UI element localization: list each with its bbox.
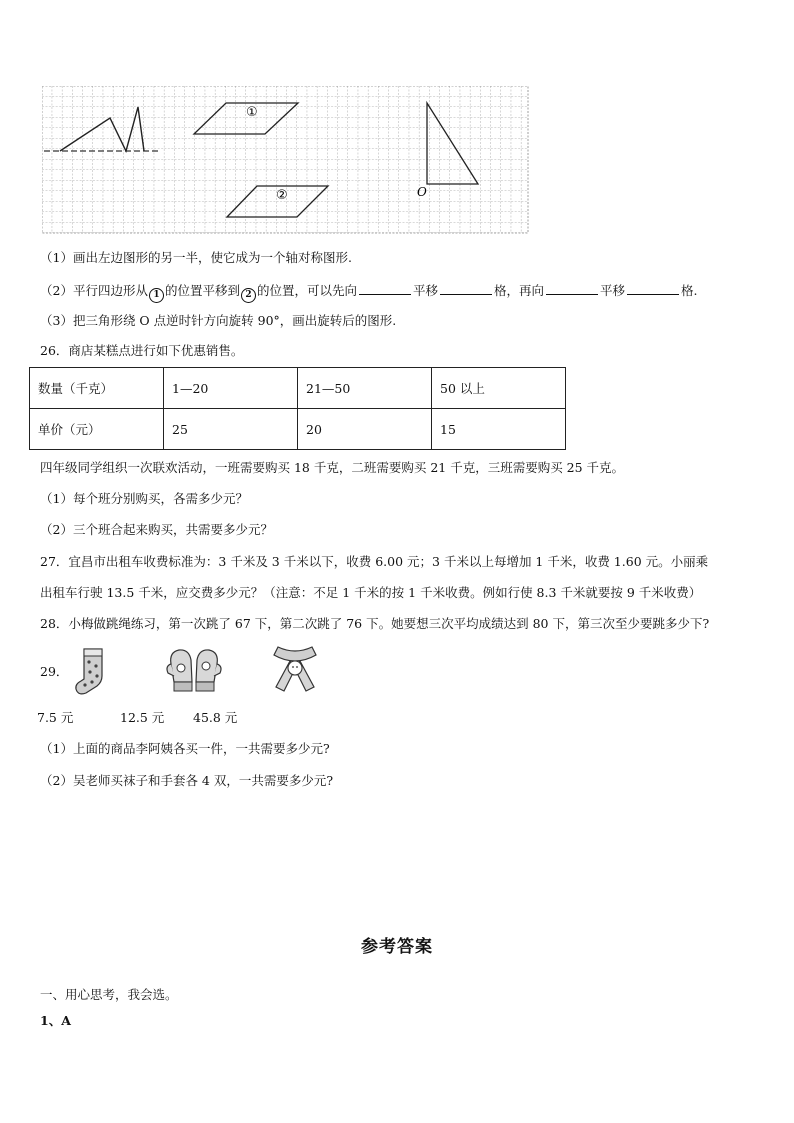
parallelogram-2-label: ② bbox=[276, 188, 288, 203]
price-scarf: 45.8 元 bbox=[193, 710, 238, 725]
table-row bbox=[30, 368, 566, 409]
q26-stem: 26．商店某糕点进行如下优惠销售。 bbox=[40, 343, 244, 358]
sock-icon bbox=[72, 646, 116, 696]
table-cell: 1—20 bbox=[164, 368, 298, 409]
q27-line1: 27．宜昌市出租车收费标准为：3 千米及 3 千米以下，收费 6.00 元；3 千米以上每增加 1 千米，收费 1.60 元。小丽乘 bbox=[40, 554, 709, 569]
q25-part2: （2）平行四边形从 1 的位置平移到 2 的位置，可以先向 平移 格，再向 平移 格. bbox=[40, 282, 698, 303]
answers-title: 参考答案 bbox=[361, 937, 433, 957]
table-cell: 数量（千克） bbox=[30, 368, 164, 409]
grid-background bbox=[42, 86, 528, 233]
scarf-icon bbox=[268, 641, 322, 697]
q28-text: 28．小梅做跳绳练习，第一次跳了 67 下，第二次跳了 76 下。她要想三次平均成绩达到 80 下，第三次至少要跳多少下? bbox=[40, 616, 710, 631]
table-row bbox=[30, 409, 566, 450]
table-cell: 21—50 bbox=[298, 368, 432, 409]
circle-2: 2 bbox=[241, 288, 256, 303]
blank-direction-1[interactable] bbox=[359, 282, 411, 295]
table-cell: 单价（元） bbox=[30, 409, 164, 450]
table-cell: 15 bbox=[432, 409, 566, 450]
q29-part1: （1）上面的商品李阿姨各买一件，一共需要多少元? bbox=[40, 741, 330, 756]
table-cell: 25 bbox=[164, 409, 298, 450]
q25-part3: （3）把三角形绕 O 点逆时针方向旋转 90°，画出旋转后的图形. bbox=[40, 313, 397, 328]
q27-line2: 出租车行驶 13.5 千米，应交费多少元？（注意：不足 1 千米的按 1 千米收费。例如行使 8.3 千米就要按 9 千米收费） bbox=[40, 585, 702, 600]
q26-part1: （1）每个班分别购买，各需多少元？ bbox=[40, 491, 248, 506]
circle-1: 1 bbox=[149, 288, 164, 303]
answers-section1: 一、用心思考，我会选。 bbox=[40, 987, 178, 1002]
q29-part2: （2）吴老师买袜子和手套各 4 双，一共需要多少元? bbox=[40, 773, 334, 788]
q29-number: 29． bbox=[40, 664, 69, 679]
q26-context: 四年级同学组织一次联欢活动，一班需要购买 18 千克，二班需要购买 21 千克，三班需要购买 25 千克。 bbox=[40, 460, 625, 475]
price-mitten: 12.5 元 bbox=[120, 710, 165, 725]
price-table bbox=[29, 367, 566, 450]
blank-steps-1[interactable] bbox=[440, 282, 492, 295]
rotation-point-label: O bbox=[417, 185, 427, 199]
q25-part1: （1）画出左边图形的另一半，使它成为一个轴对称图形. bbox=[40, 250, 352, 265]
table-cell: 50 以上 bbox=[432, 368, 566, 409]
q26-part2: （2）三个班合起来购买，共需要多少元？ bbox=[40, 522, 273, 537]
mitten-icon bbox=[165, 646, 223, 696]
price-sock: 7.5 元 bbox=[37, 710, 74, 725]
blank-direction-2[interactable] bbox=[546, 282, 598, 295]
parallelogram-1-label: ① bbox=[246, 105, 258, 120]
blank-steps-2[interactable] bbox=[627, 282, 679, 295]
answer-1: 1、A bbox=[40, 1013, 71, 1028]
table-cell: 20 bbox=[298, 409, 432, 450]
grid-figure bbox=[42, 86, 532, 236]
